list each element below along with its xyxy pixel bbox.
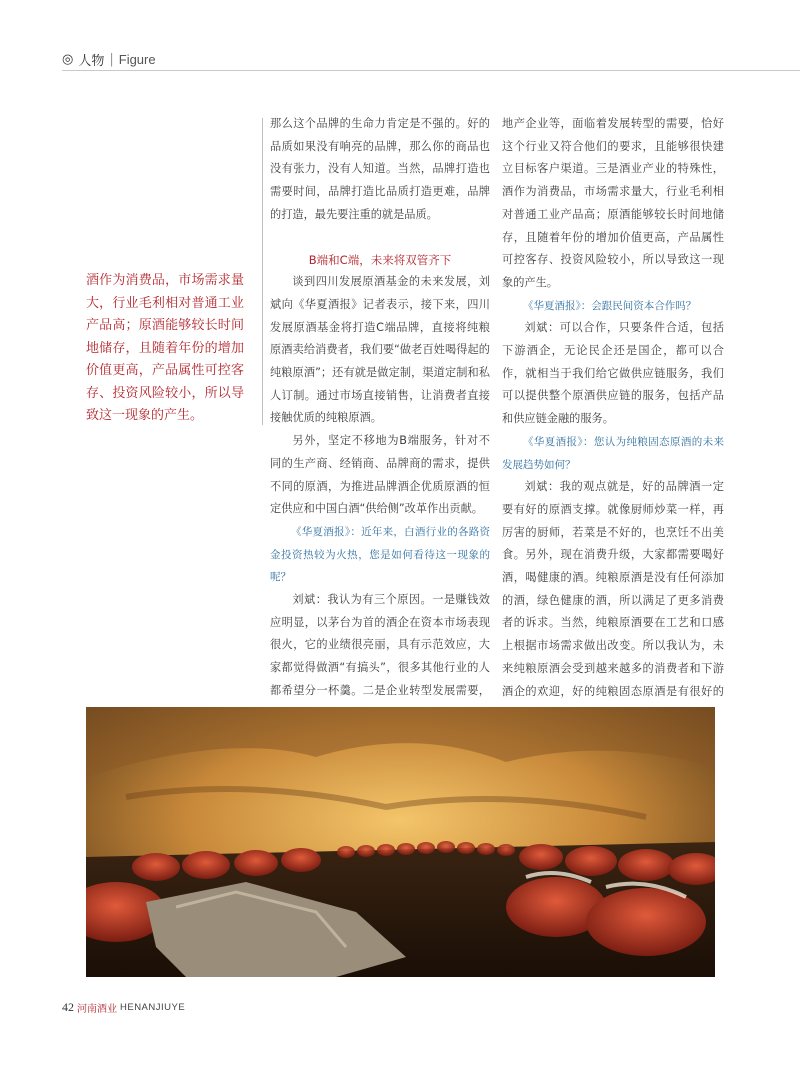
pull-quote: 酒作为消费品，市场需求量大，行业毛利相对普通工业产品高；原酒能够较长时间地储存，且随着年份的增加价值更高，产品属性可控客存、投资风险较小，所以导致这一现象的产生。 [86, 273, 244, 423]
column-divider [262, 118, 263, 425]
paragraph: 刘斌：可以合作，只要条件合适，包括下游酒企，无论民企还是国企，都可以合作，就相当于我们给它做供应链服务，我们可以提供整个原酒供应链的服务，包括产品和供应链金融的服务。 [502, 321, 724, 426]
page-number: 42 [62, 1000, 74, 1014]
article-column-right [502, 113, 724, 726]
section-title-en: Figure [118, 52, 156, 67]
paragraph: 另外，坚定不移地为B端服务，针对不同的生产商、经销商、品牌商的需求，提供不同的原酒，为推进品牌酒企优质原酒的恒定供应和中国白酒“供给侧”改革作出贡献。 [270, 434, 490, 516]
cellar-photo [86, 707, 715, 977]
article-column-middle [270, 113, 490, 725]
circle-bullet-icon: ◎ [62, 52, 74, 67]
paragraph: 那么这个品牌的生命力肯定是不强的。好的品质如果没有响亮的品牌，那么你的商品也没有张力，没有人知道。当然，品牌打造也需要时间，品牌打造比品质打造更难，品牌的打造，最先要注重的就是品质。 [270, 117, 490, 221]
magazine-name-en: HENANJIUYE [120, 1002, 186, 1013]
paragraph: 地产企业等，面临着发展转型的需要，恰好这个行业又符合他们的要求，且能够很快建立目标客户渠道。三是酒业产业的特殊性，酒作为消费品，市场需求量大，行业毛利相对普通工业产品高；原酒能够较长时间地储存，且随着年份的增加价值更高，产品属性可控客存、投资风险较小，所以导致这一现象的产生。 [502, 117, 724, 289]
page-footer [62, 1000, 185, 1015]
section-heading: B端和C端，未来将双管齐下 [308, 252, 452, 267]
paragraph: 谈到四川发展原酒基金的未来发展，刘斌向《华夏酒报》记者表示，接下来，四川发展原酒基金将打造C端品牌，直接将纯粮原酒卖给消费者，我们要“做老百姓喝得起的纯粮原酒”；还有就是做定制，渠道定制和私人订制。通过市场直接销售，让消费者直接接触优质的纯粮原酒。 [270, 275, 490, 425]
header-separator: | [109, 52, 114, 67]
paragraph: 刘斌：我的观点就是，好的品牌酒一定要有好的原酒支撑。就像厨师炒菜一样，再厉害的厨师，若菜是不好的，也烹饪不出美食。另外，现在消费升级，大家都需要喝好酒，喝健康的酒。纯粮原酒是没有任何添加的酒，绿色健康的酒，所以满足了更多消费者的诉求。当然，纯粮原酒要在工艺和口感上根据市场需求做出改变。所以我认为，未来纯粮原酒会受到越来越多的消费者和下游酒企的欢迎，好的纯粮固态原酒是有很好的 [502, 480, 724, 698]
section-header [62, 50, 156, 69]
section-title: 人物 [78, 54, 105, 69]
interview-question: 《华夏酒报》：会跟民间资本合作吗？ [523, 299, 697, 312]
header-rule [62, 70, 800, 71]
interview-question: 《华夏酒报》：近年来，白酒行业的各路资金投资热较为火热，您是如何看待这一现象的呢？ [270, 525, 490, 584]
paragraph: 刘斌：我认为有三个原因。一是赚钱效应明显，以茅台为首的酒企在资本市场表现很火，它的业绩很亮丽，具有示范效应，大家都觉得做酒“有搞头”，很多其他行业的人都希望分一杯羹。二是企业转型发展需要， [270, 593, 490, 697]
interview-question: 《华夏酒报》：您认为纯粮固态原酒的未来发展趋势如何？ [502, 435, 724, 471]
magazine-name: 河南酒业 [77, 1004, 117, 1015]
